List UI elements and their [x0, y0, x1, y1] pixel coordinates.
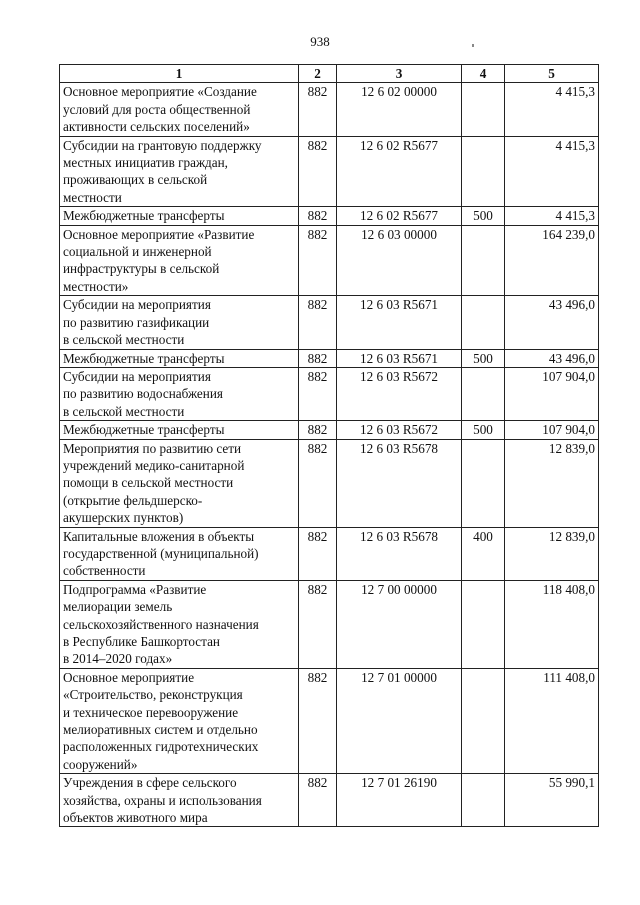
cell-sum: 4 415,3	[505, 83, 599, 136]
name-line: Межбюджетные трансферты	[63, 208, 225, 224]
cell-sum: 107 904,0	[505, 421, 599, 439]
cell-ved: 882	[299, 207, 337, 225]
name-line: условий для роста общественной	[63, 101, 251, 117]
cell-vr	[462, 439, 505, 527]
page-number: 938	[310, 34, 330, 49]
cell-name	[60, 367, 299, 420]
cell-name	[60, 527, 299, 580]
cell-csr: 12 6 02 00000	[337, 83, 462, 136]
header-cell-sum: 5	[505, 65, 599, 83]
name-line: сооружений»	[63, 756, 138, 772]
table-row	[60, 439, 599, 527]
cell-sum: 107 904,0	[505, 367, 599, 420]
cell-csr: 12 6 03 00000	[337, 225, 462, 296]
table-row	[60, 296, 599, 349]
cell-ved: 882	[299, 774, 337, 827]
table-row	[60, 83, 599, 136]
cell-name	[60, 136, 299, 207]
cell-csr: 12 6 03 R5678	[337, 527, 462, 580]
name-line: (открытие фельдшерско-	[63, 492, 203, 508]
name-line: государственной (муниципальной)	[63, 545, 259, 561]
cell-vr	[462, 83, 505, 136]
cell-vr	[462, 136, 505, 207]
cell-csr: 12 6 02 R5677	[337, 207, 462, 225]
cell-ved: 882	[299, 136, 337, 207]
cell-csr: 12 6 03 R5672	[337, 367, 462, 420]
cell-sum: 12 839,0	[505, 527, 599, 580]
name-line: проживающих в сельской	[63, 172, 208, 188]
cell-sum: 55 990,1	[505, 774, 599, 827]
name-line: местности»	[63, 278, 129, 294]
header-cell-ved: 2	[299, 65, 337, 83]
table-row	[60, 668, 599, 773]
name-line: в 2014–2020 годах»	[63, 651, 173, 667]
cell-vr: 500	[462, 421, 505, 439]
name-line: в Республике Башкортостан	[63, 634, 220, 649]
cell-ved: 882	[299, 349, 337, 367]
name-line: расположенных гидротехнических	[63, 739, 259, 755]
cell-sum: 12 839,0	[505, 439, 599, 527]
name-line: хозяйства, охраны и использования	[63, 792, 262, 808]
cell-vr	[462, 668, 505, 773]
cell-vr: 500	[462, 349, 505, 367]
cell-name	[60, 296, 299, 349]
cell-csr: 12 7 01 26190	[337, 774, 462, 827]
cell-name	[60, 349, 299, 367]
name-line: Межбюджетные трансферты	[63, 350, 225, 366]
table-row	[60, 527, 599, 580]
name-line: Основное мероприятие «Создание	[63, 84, 257, 100]
name-line: Субсидии на мероприятия	[63, 368, 211, 384]
name-line: объектов животного мира	[63, 810, 208, 826]
cell-name	[60, 439, 299, 527]
cell-csr: 12 6 03 R5678	[337, 439, 462, 527]
cell-name	[60, 421, 299, 439]
name-line: местности	[63, 189, 122, 205]
cell-name	[60, 225, 299, 296]
name-line: социальной и инженерной	[63, 244, 212, 260]
table-body	[60, 83, 599, 827]
cell-ved: 882	[299, 580, 337, 668]
table-row	[60, 421, 599, 439]
table-row	[60, 349, 599, 367]
name-line: по развитию газификации	[63, 314, 210, 330]
name-line: Субсидии на грантовую поддержку	[63, 137, 262, 153]
cell-csr: 12 6 03 R5672	[337, 421, 462, 439]
header-cell-csr: 3	[337, 65, 462, 83]
cell-vr	[462, 367, 505, 420]
cell-sum: 164 239,0	[505, 225, 599, 296]
cell-ved: 882	[299, 668, 337, 773]
cell-name	[60, 207, 299, 225]
cell-csr: 12 7 00 00000	[337, 580, 462, 668]
name-line: и техническое перевооружение	[63, 704, 239, 720]
name-line: учреждений медико-санитарной	[63, 457, 245, 473]
cell-csr: 12 6 03 R5671	[337, 349, 462, 367]
table-row	[60, 580, 599, 668]
cell-ved: 882	[299, 439, 337, 527]
name-line: Субсидии на мероприятия	[63, 297, 211, 313]
cell-ved: 882	[299, 83, 337, 136]
cell-name	[60, 580, 299, 668]
name-line: акушерских пунктов)	[63, 510, 184, 526]
cell-sum: 111 408,0	[505, 668, 599, 773]
name-line: местных инициатив граждан,	[63, 155, 228, 171]
cell-ved: 882	[299, 421, 337, 439]
name-line: активности сельских поселений»	[63, 119, 250, 135]
name-line: «Строительство, реконструкция	[63, 687, 243, 703]
cell-ved: 882	[299, 296, 337, 349]
cell-ved: 882	[299, 367, 337, 420]
cell-name	[60, 668, 299, 773]
name-line: помощи в сельской местности	[63, 475, 234, 491]
name-line: по развитию водоснабжения	[63, 386, 223, 402]
cell-ved: 882	[299, 225, 337, 296]
table-row	[60, 774, 599, 827]
cell-sum: 4 415,3	[505, 136, 599, 207]
table-row	[60, 367, 599, 420]
table-row	[60, 207, 599, 225]
cell-vr: 500	[462, 207, 505, 225]
cell-name	[60, 83, 299, 136]
budget-table	[59, 64, 599, 827]
cell-ved: 882	[299, 527, 337, 580]
name-line: собственности	[63, 563, 146, 579]
cell-sum: 4 415,3	[505, 207, 599, 225]
header-row	[60, 65, 599, 83]
cell-sum: 43 496,0	[505, 349, 599, 367]
cell-sum: 43 496,0	[505, 296, 599, 349]
cell-csr: 12 6 03 R5671	[337, 296, 462, 349]
name-line: Учреждения в сфере сельского	[63, 775, 237, 791]
name-line: в сельской местности	[63, 332, 185, 348]
name-line: Основное мероприятие «Развитие	[63, 226, 255, 242]
name-line: мелиоративных систем и отдельно	[63, 722, 258, 738]
cell-vr	[462, 580, 505, 668]
name-line: Межбюджетные трансферты	[63, 422, 225, 438]
cell-vr: 400	[462, 527, 505, 580]
scan-speck	[472, 44, 474, 47]
table-row	[60, 225, 599, 296]
name-line: мелиорации земель	[63, 599, 173, 615]
name-line: инфраструктуры в сельской	[63, 261, 220, 277]
cell-vr	[462, 774, 505, 827]
cell-csr: 12 7 01 00000	[337, 668, 462, 773]
name-line: Мероприятия по развитию сети	[63, 440, 242, 456]
name-line: Капитальные вложения в объекты	[63, 528, 255, 544]
header-cell-name: 1	[60, 65, 299, 83]
name-line: в сельской местности	[63, 403, 185, 419]
cell-vr	[462, 225, 505, 296]
header-cell-vr: 4	[462, 65, 505, 83]
cell-vr	[462, 296, 505, 349]
name-line: Основное мероприятие	[63, 669, 195, 685]
cell-csr: 12 6 02 R5677	[337, 136, 462, 207]
name-line: сельскохозяйственного назначения	[63, 616, 259, 632]
cell-name	[60, 774, 299, 827]
name-line: Подпрограмма «Развитие	[63, 581, 207, 597]
cell-sum: 118 408,0	[505, 580, 599, 668]
table-row	[60, 136, 599, 207]
